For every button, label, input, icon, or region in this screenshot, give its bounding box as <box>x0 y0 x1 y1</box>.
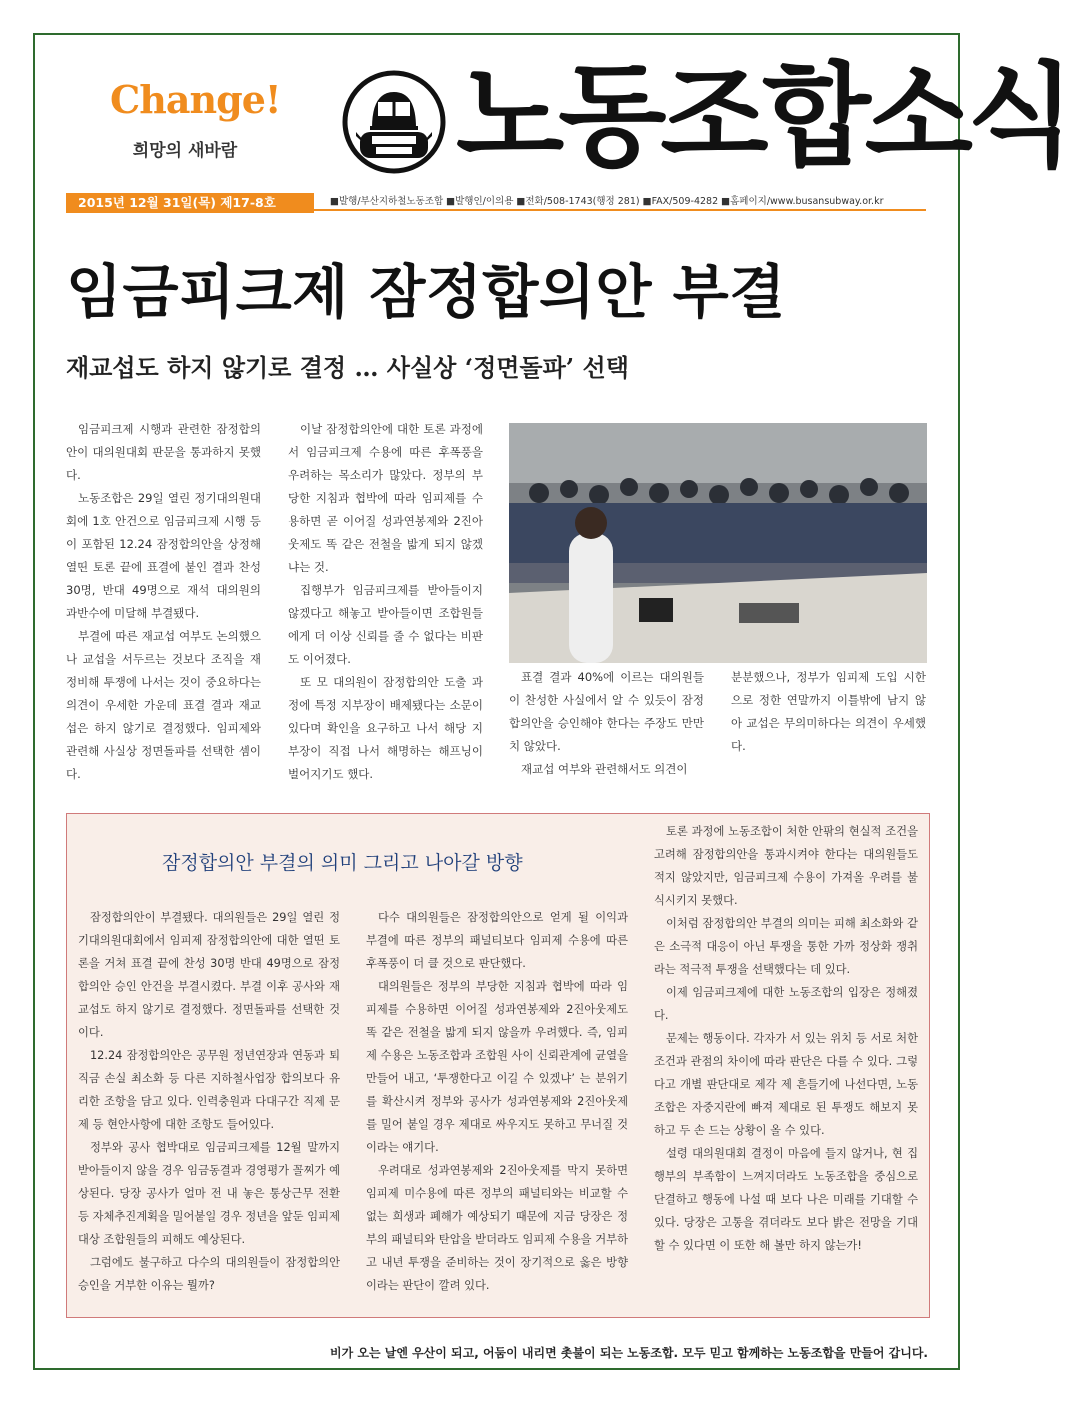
masthead-left <box>110 77 281 161</box>
paragraph: 이제 임금피크제에 대한 노동조합의 입장은 정해졌다. <box>654 986 918 1022</box>
article-column-4 <box>731 666 926 758</box>
commentary-column-1 <box>78 906 340 1297</box>
paragraph: 이처럼 잠정합의안 부결의 의미는 피해 최소화와 같은 소극적 대응이 아닌 투쟁을 통한 가까 정상화 쟁취라는 적극적 투쟁을 선택했다는 데 있다. <box>654 917 918 976</box>
paragraph: 문제는 행동이다. 각자가 서 있는 위치 등 서로 처한 조건과 관점의 차이에 따라 판단은 다를 수 있다. 그렇다고 개별 판단대로 제각 제 흔들기에 나선다면, 노동조합은 자중지란에 빠져 제대로 된 투쟁도 해보지 못하고 두 손 드는 상황이 올 수 있다. <box>654 1032 918 1137</box>
paragraph: 표결 결과 40%에 이르는 대의원들이 찬성한 사실에서 알 수 있듯이 잠정합의안을 승인해야 한다는 주장도 만만치 않았다. <box>509 670 704 753</box>
paragraph: 집행부가 임금피크제를 받아들이지 않겠다고 해놓고 받아들이면 조합원들에게 더 이상 신뢰를 줄 수 없다는 비판도 이어졌다. <box>288 583 483 666</box>
article-column-1 <box>66 418 261 786</box>
commentary-column-2 <box>366 906 628 1297</box>
newsletter-title: 노동조합소식 <box>456 51 1069 182</box>
paragraph: 임금피크제 시행과 관련한 잠정합의안이 대의원대회 판문을 통과하지 못했다. <box>66 422 261 482</box>
paragraph: 부결에 따른 재교섭 여부도 논의했으나 교섭을 서두르는 것보다 조직을 재정비해 투쟁에 나서는 것이 중요하다는 의견이 우세한 가운데 표결 결과 재교섭은 하지 않기로 결정했다. 임피제와 관련해 사실상 정면돌파를 선택한 셈이다. <box>66 629 261 781</box>
meeting-photo <box>509 423 927 663</box>
article-column-3 <box>509 666 704 781</box>
article-column-2 <box>288 418 483 786</box>
paragraph: 토론 과정에 노동조합이 처한 안팎의 현실적 조건을 고려해 잠정합의안을 통과시켜야 한다는 대의원들도 적지 않았지만, 임금피크제 수용이 가져올 우려를 불식시키지 못했다. <box>654 825 918 907</box>
paragraph: 우려대로 성과연봉제와 2진아웃제를 막지 못하면 임피제 미수용에 따른 정부의 패널티와는 비교할 수 없는 희생과 폐해가 예상되기 때문에 지금 당장은 정부의 패널티와 탄압을 받더라도 임피제 수용을 거부하고 내년 투쟁을 준비하는 것이 장기적으로 옳은 방향이라는 판단이 깔려 있다. <box>366 1164 628 1292</box>
publisher-info: ■발행/부산지하철노동조합 ■발행인/이의용 ■전화/508-1743(행정 281) ■FAX/509-4282 ■홈페이지/www.busansubway.or.kr <box>330 196 884 207</box>
paragraph: 그럼에도 불구하고 다수의 대의원들이 잠정합의안 승인을 거부한 이유는 뭘까? <box>78 1256 340 1292</box>
paragraph: 재교섭 여부와 관련해서도 의견이 <box>521 762 688 776</box>
paragraph: 대의원들은 정부의 부당한 지침과 협박에 따라 임피제를 수용하면 이어질 성과연봉제와 2진아웃제도 똑 같은 전철을 밟게 되지 않을까 우려했다. 즉, 임피제 수용은 노동조합과 조합원 사이 신뢰관계에 균열을 만들어 내고, ‘투쟁한다고 이길 수 있겠냐’ 는 분위기를 확산시켜 정부와 공사가 성과연봉제와 2진아웃제를 밀어 붙일 경우 제대로 싸우지도 못하고 무너질 것이라는 얘기다. <box>366 980 628 1154</box>
issue-dateline: 2015년 12월 31일(목) 제17-8호 <box>66 193 314 213</box>
subheadline: 재교섭도 하지 않기로 결정 … 사실상 ‘정면돌파’ 선택 <box>66 353 629 382</box>
headline: 임금피크제 잠정합의안 부결 <box>66 258 786 326</box>
paragraph: 잠정합의안이 부결됐다. 대의원들은 29일 열린 정기대의원대회에서 임피제 잠정합의안에 대한 열띤 토론을 거쳐 표결 끝에 찬성 30명 반대 49명으로 잠정합의안 승인 안건을 부결시켰다. 부결 이후 공사와 재교섭도 하지 않기로 결정했다. 정면돌파를 선택한 것이다. <box>78 911 340 1039</box>
paragraph: 또 모 대의원이 잠정합의안 도출 과정에 특정 지부장이 배제됐다는 소문이 있다며 확인을 요구하고 나서 해당 지부장이 직접 나서 해명하는 해프닝이 벌어지기도 했다. <box>288 675 483 781</box>
union-logo-icon <box>342 70 446 174</box>
commentary-column-3 <box>654 820 918 1257</box>
slogan: 희망의 새바람 <box>132 141 238 161</box>
paragraph: 분분했으나, 정부가 임피제 도입 시한으로 정한 연말까지 이틀밖에 남지 않아 교섭은 무의미하다는 의견이 우세했다. <box>731 670 926 753</box>
paragraph: 노동조합은 29일 열린 정기대의원대회에 1호 안건으로 임금피크제 시행 등이 포함된 12.24 잠정합의안을 상정해 열띤 토론 끝에 표결에 붙인 결과 찬성 30명, 반대 49명으로 재석 대의원의 과반수에 미달해 부결됐다. <box>66 491 261 620</box>
paragraph: 정부와 공사 협박대로 임금피크제를 12월 말까지 받아들이지 않을 경우 임금동결과 경영평가 꼴찌가 예상된다. 당장 공사가 얼마 전 내 놓은 통상근무 전환 등 자체추진계획을 밀어붙일 경우 정년을 앞둔 임피제 대상 조합원들의 피해도 예상된다. <box>78 1141 340 1246</box>
change-logo: Change! <box>110 77 281 122</box>
paragraph: 이날 잠정합의안에 대한 토론 과정에서 임금피크제 수용에 따른 후폭풍을 우려하는 목소리가 많았다. 정부의 부당한 지침과 협박에 따라 임피제를 수용하면 곧 이어질 성과연봉제와 2진아웃제도 똑 같은 전철을 밟게 되지 않겠냐는 것. <box>288 422 483 574</box>
commentary-title: 잠정합의안 부결의 의미 그리고 나아갈 방향 <box>162 852 523 874</box>
paragraph: 다수 대의원들은 잠정합의안으로 얻게 될 이익과 부결에 따른 정부의 패널티보다 임피제 수용에 따른 후폭풍이 더 클 것으로 판단했다. <box>366 911 628 970</box>
paragraph: 12.24 잠정합의안은 공무원 정년연장과 연동과 퇴직금 손실 최소화 등 다른 지하철사업장 합의보다 유리한 조항을 담고 있다. 인력충원과 다대구간 직제 문제 등 현안사항에 대한 조항도 들어있다. <box>78 1049 340 1131</box>
paragraph: 설령 대의원대회 결정이 마음에 들지 않거나, 현 집행부의 부족함이 느껴지더라도 노동조합을 중심으로 단결하고 행동에 나설 때 보다 나은 미래를 기대할 수 있다. 당장은 고통을 겪더라도 보다 밝은 전망을 기대할 수 있다면 이 또한 해 볼만 하지 않는가! <box>654 1147 918 1252</box>
footer-motto: 비가 오는 날엔 우산이 되고, 어둠이 내리면 촛불이 되는 노동조합. 모두 믿고 함께하는 노동조합을 만들어 갑니다. <box>330 1346 928 1360</box>
